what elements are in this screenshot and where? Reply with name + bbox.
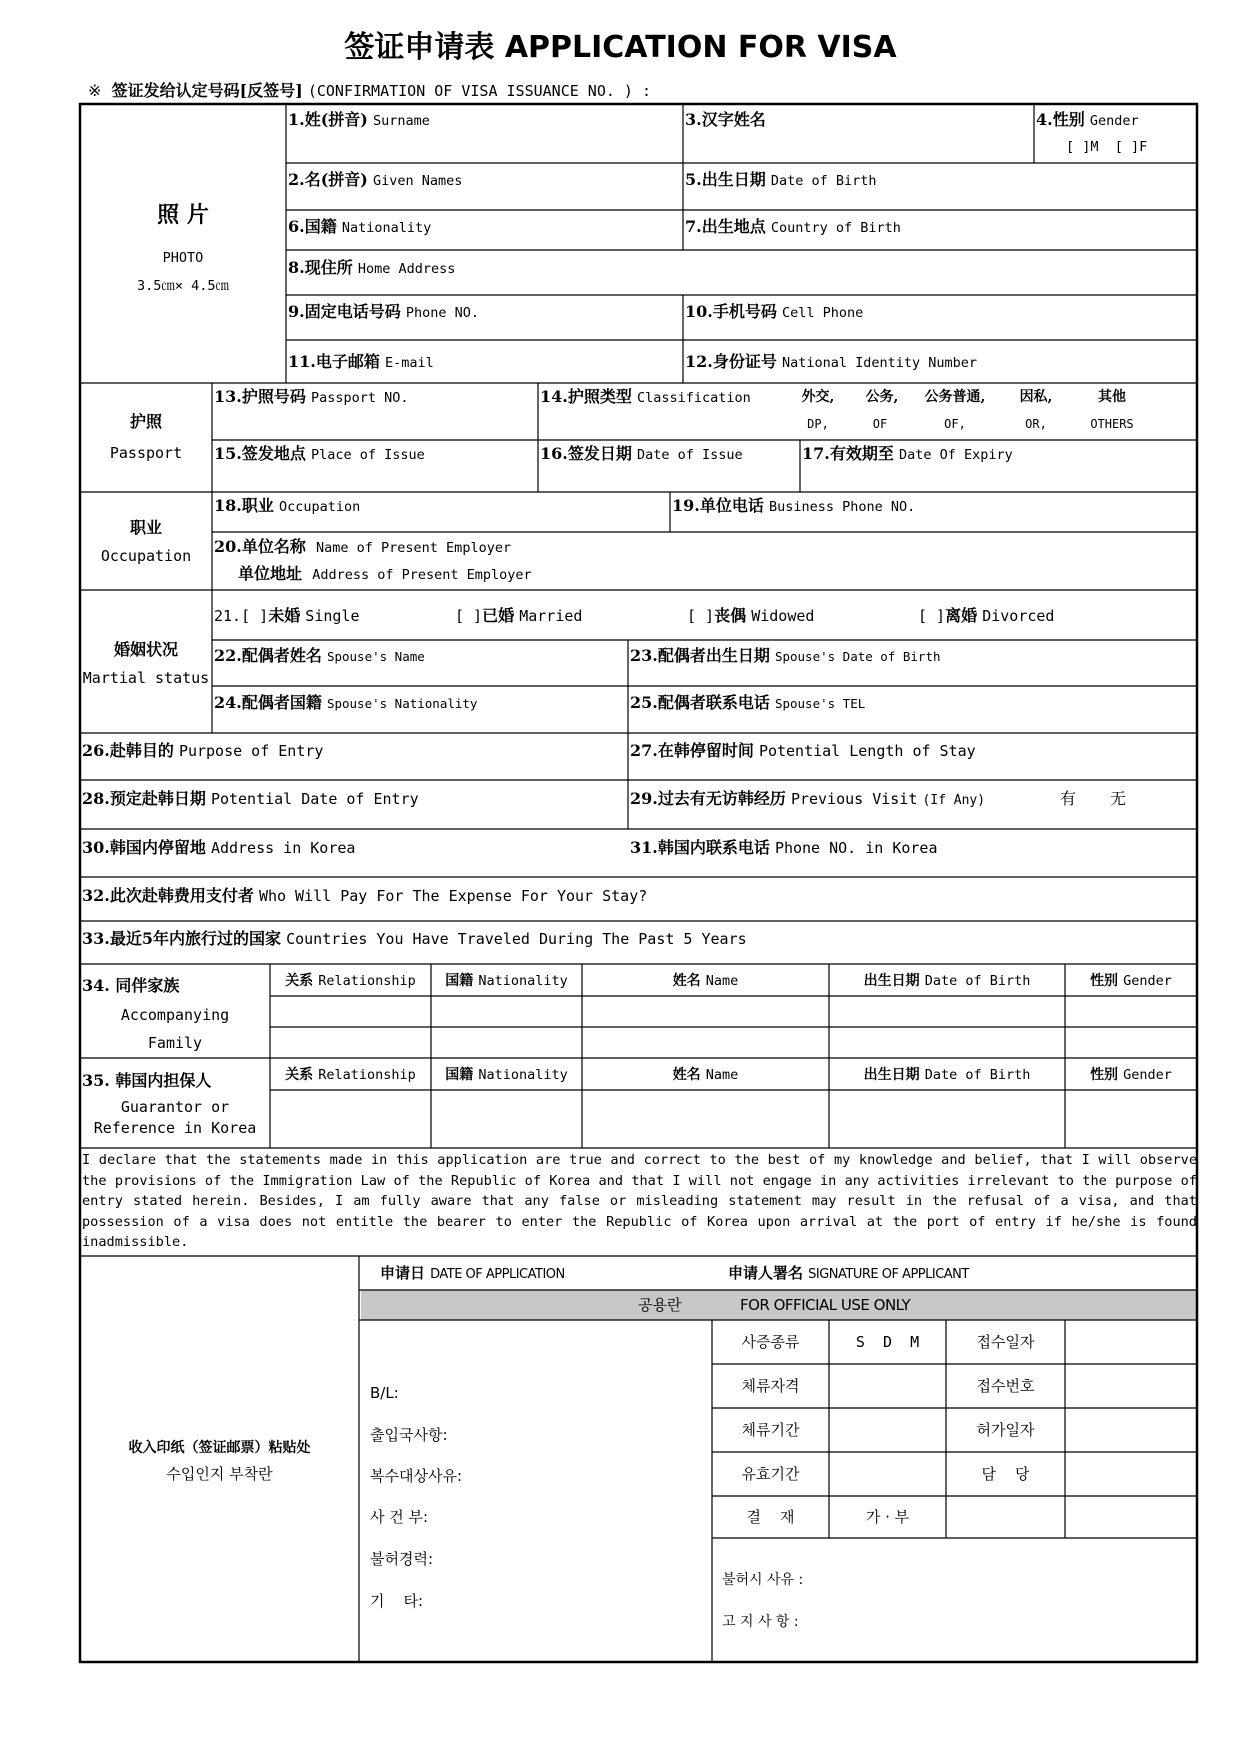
passport-number-field[interactable]: 13.护照号码 Passport NO.	[214, 387, 409, 406]
occupation-field[interactable]: 18.职业 Occupation	[214, 496, 361, 515]
cell-phone-field[interactable]: 10.手机号码 Cell Phone	[685, 302, 864, 321]
guarantor-header-gender: 性别 Gender	[1090, 1067, 1172, 1083]
passport-type-label: 14.护照类型 Classification	[540, 387, 751, 406]
stamp-label-ko: 수입인지 부착란	[166, 1465, 273, 1483]
official-bl: B/L:	[370, 1384, 399, 1402]
guarantor-header-relationship: 关系 Relationship	[285, 1067, 416, 1083]
family-header-nationality: 国籍 Nationality	[445, 973, 568, 989]
marital-married-option[interactable]: [ ]已婚 Married	[455, 606, 583, 625]
official-valid-period: 유효기간	[741, 1465, 800, 1483]
official-approval-options[interactable]: 가 · 부	[865, 1508, 910, 1526]
home-address-field[interactable]: 8.现住所 Home Address	[288, 258, 456, 277]
marital-single-option[interactable]: 21.[ ]未婚 Single	[214, 606, 360, 625]
surname-field[interactable]: 1.姓(拼音) Surname	[288, 110, 430, 129]
employer-name-field[interactable]: 20.单位名称 Name of Present Employer	[214, 537, 512, 556]
purpose-of-entry-field[interactable]: 26.赴韩目的 Purpose of Entry	[82, 741, 324, 760]
gender-field[interactable]: 4.性别 Gender	[1036, 110, 1139, 129]
declaration-text: I declare that the statements made in this application are true and correct to the best of my knowledge and belief, that I will observe the provisions of the Immigration Law of the Republic of Korea and that I will not engage in any activities irrelevant to the purpose of entry stated herein. Besides, I am fully aware that any false or misleading statement may result in the refusal of a visa, and that possession of a visa does not entitle the bearer to enter the Republic of Korea upon arrival at the port of entry if he/she is found inadmissible.	[82, 1152, 1197, 1250]
employer-address-field[interactable]: 单位地址 Address of Present Employer	[238, 564, 532, 583]
stamp-label-cn: 收入印纸（签证邮票）粘贴处	[128, 1440, 311, 1456]
previous-visit-field[interactable]: 29.过去有无访韩经历 Previous Visit (If Any)	[630, 789, 986, 808]
occupation-section-cn: 职业	[129, 518, 162, 537]
national-id-field[interactable]: 12.身份证号 National Identity Number	[685, 352, 978, 371]
official-status: 체류자격	[741, 1377, 800, 1395]
photo-label-en: PHOTO	[162, 250, 204, 266]
confirmation-label-cn: 签证发给认定号码[反签号]	[111, 81, 303, 100]
ptype-dp-cn[interactable]: 外交,	[801, 389, 835, 405]
marital-widowed-option[interactable]: [ ]丧偶 Widowed	[687, 606, 815, 625]
spouse-name-field[interactable]: 22.配偶者姓名 Spouse's Name	[214, 646, 425, 665]
date-of-issue-field[interactable]: 16.签发日期 Date of Issue	[540, 444, 743, 463]
official-visa-type-options[interactable]: S D M	[855, 1333, 920, 1351]
ptype-dp-en: DP,	[807, 417, 829, 431]
previous-visit-yes[interactable]: 有	[1060, 789, 1077, 808]
place-of-issue-field[interactable]: 15.签发地点 Place of Issue	[214, 444, 425, 463]
business-phone-field[interactable]: 19.单位电话 Business Phone NO.	[672, 496, 916, 515]
official-multiple-reason: 복수대상사유:	[370, 1467, 462, 1485]
official-notice: 고 지 사 항 :	[722, 1614, 799, 1630]
passport-section-en: Passport	[109, 444, 183, 462]
official-receipt-no: 접수번호	[976, 1377, 1035, 1395]
ptype-or-cn[interactable]: 因私,	[1019, 389, 1053, 405]
occupation-section-en: Occupation	[100, 547, 192, 565]
family-header-gender: 性别 Gender	[1090, 973, 1172, 989]
given-names-field[interactable]: 2.名(拼音) Given Names	[288, 170, 463, 189]
photo-size: 3.5㎝× 4.5㎝	[136, 278, 230, 294]
email-field[interactable]: 11.电子邮箱 E-mail	[288, 352, 434, 371]
official-permit-date: 허가일자	[976, 1421, 1035, 1439]
official-visa-type: 사증종류	[741, 1333, 800, 1351]
spouse-tel-field[interactable]: 25.配偶者联系电话 Spouse's TEL	[630, 693, 866, 712]
family-header-name: 姓名 Name	[672, 973, 739, 989]
date-of-expiry-field[interactable]: 17.有效期至 Date Of Expiry	[802, 444, 1013, 463]
date-of-entry-field[interactable]: 28.预定赴韩日期 Potential Date of Entry	[82, 789, 419, 808]
ptype-of-cn[interactable]: 公务,	[865, 389, 899, 405]
guarantor-section-en1: Guarantor or	[120, 1098, 230, 1116]
country-of-birth-field[interactable]: 7.出生地点 Country of Birth	[685, 217, 901, 236]
photo-label-cn: 照 片	[157, 202, 209, 228]
ptype-others-cn[interactable]: 其他	[1098, 389, 1126, 405]
official-receipt-date: 접수일자	[976, 1333, 1035, 1351]
signature-field[interactable]: 申请人署名 SIGNATURE OF APPLICANT	[728, 1264, 969, 1282]
phone-field[interactable]: 9.固定电话号码 Phone NO.	[288, 302, 479, 321]
guarantor-header-name: 姓名 Name	[672, 1067, 739, 1083]
family-section-en1: Accompanying	[120, 1006, 230, 1024]
family-section-en2: Family	[147, 1034, 203, 1052]
guarantor-section-cn: 35. 韩国内担保人	[82, 1071, 212, 1090]
official-use-en: FOR OFFICIAL USE ONLY	[740, 1296, 911, 1314]
nationality-field[interactable]: 6.国籍 Nationality	[288, 217, 432, 236]
previous-visit-no[interactable]: 无	[1110, 789, 1127, 808]
ptype-others-en: OTHERS	[1090, 417, 1134, 431]
spouse-dob-field[interactable]: 23.配偶者出生日期 Spouse's Date of Birth	[630, 646, 941, 665]
form-title: 签证申请表 APPLICATION FOR VISA	[344, 30, 897, 65]
passport-section-cn: 护照	[129, 412, 162, 431]
gender-options[interactable]: [ ]M [ ]F	[1066, 139, 1148, 155]
guarantor-header-dob: 出生日期 Date of Birth	[863, 1067, 1031, 1083]
official-stay-period: 체류기간	[741, 1421, 800, 1439]
marital-section-en: Martial status	[82, 669, 210, 687]
family-header-relationship: 关系 Relationship	[285, 973, 416, 989]
marital-section-cn: 婚姻状况	[113, 640, 178, 659]
application-date-field[interactable]: 申请日 DATE OF APPLICATION	[380, 1264, 565, 1282]
address-in-korea-field[interactable]: 30.韩国内停留地 Address in Korea	[82, 838, 356, 857]
guarantor-section-en2: Reference in Korea	[93, 1119, 257, 1137]
marital-divorced-option[interactable]: [ ]离婚 Divorced	[918, 606, 1055, 625]
official-other: 기 타:	[370, 1592, 424, 1610]
official-refusal-reason: 불허시 사유 :	[722, 1572, 804, 1588]
official-case: 사 건 부:	[370, 1508, 429, 1526]
countries-traveled-field[interactable]: 33.最近5年内旅行过的国家 Countries You Have Traveled During The Past 5 Years	[82, 929, 747, 948]
official-officer: 담 당	[981, 1465, 1030, 1483]
ptype-ofs-en: OF,	[944, 417, 966, 431]
family-header-dob: 出生日期 Date of Birth	[863, 973, 1031, 989]
note-mark: ※	[88, 81, 102, 100]
expense-payer-field[interactable]: 32.此次赴韩费用支付者 Who Will Pay For The Expense For Your Stay?	[82, 886, 648, 905]
official-refusal-history: 불허경력:	[370, 1550, 434, 1568]
ptype-or-en: OR,	[1025, 417, 1047, 431]
chinese-name-field[interactable]: 3.汉字姓名	[685, 110, 766, 129]
official-approval: 결 재	[746, 1508, 795, 1526]
official-immigration: 출입국사항:	[370, 1426, 448, 1444]
length-of-stay-field[interactable]: 27.在韩停留时间 Potential Length of Stay	[630, 741, 976, 760]
official-use-ko: 공용란	[638, 1296, 682, 1314]
family-section-cn: 34. 同伴家族	[82, 976, 180, 995]
confirmation-label-en: (CONFIRMATION OF VISA ISSUANCE NO. ) :	[307, 82, 651, 100]
phone-in-korea-field[interactable]: 31.韩国内联系电话 Phone NO. in Korea	[630, 838, 938, 857]
ptype-ofs-cn[interactable]: 公务普通,	[924, 389, 986, 405]
ptype-of-en: OF	[872, 417, 888, 431]
spouse-nationality-field[interactable]: 24.配偶者国籍 Spouse's Nationality	[214, 693, 478, 712]
date-of-birth-field[interactable]: 5.出生日期 Date of Birth	[685, 170, 877, 189]
guarantor-header-nationality: 国籍 Nationality	[445, 1067, 568, 1083]
